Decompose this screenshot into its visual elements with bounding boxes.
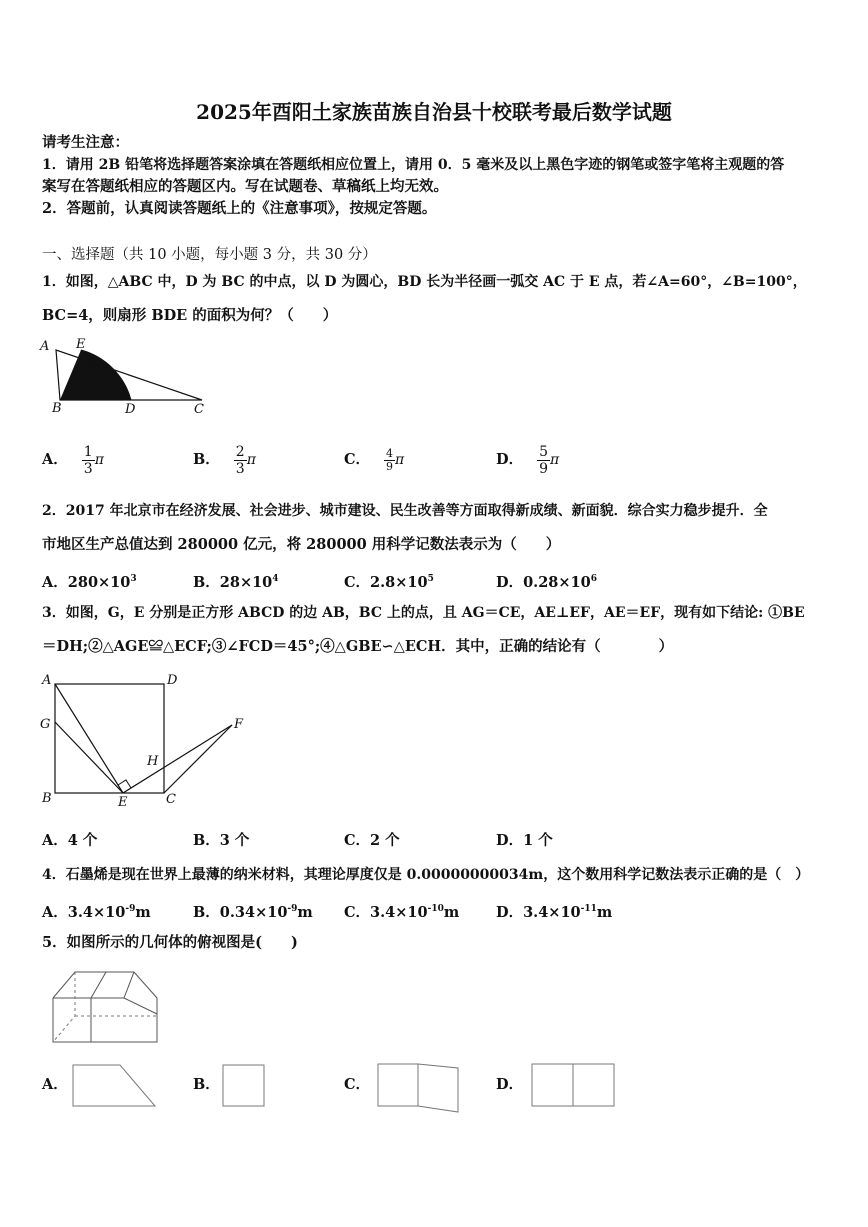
page-title: 2025年酉阳土家族苗族自治县十校联考最后数学试题	[196, 100, 672, 124]
label-a: A	[42, 673, 52, 688]
label-e: E	[76, 337, 86, 352]
segment-ge	[55, 722, 123, 793]
q2-text-1: 2．2017 年北京市在经济发展、社会进步、城市建设、民生改善等方面取得新成绩、新面貌．综合实力稳步提升．全	[42, 503, 768, 519]
q5-option-c-shape[interactable]	[376, 1062, 462, 1114]
q1-option-d[interactable]: D． $\frac{5}{9}$ π	[496, 443, 560, 477]
q4-option-d[interactable]: D．$3.4\times 10^{-11}m$	[496, 903, 613, 921]
q5-option-b-square[interactable]	[222, 1064, 266, 1108]
q3-option-c[interactable]: C．2 个	[344, 832, 400, 849]
q4-text-1: 4．石墨烯是现在世界上最薄的纳米材料，其理论厚度仅是 0.00000000034m，这个数用科学记数法表示正确的是（ ）	[42, 867, 810, 883]
sector-bde-shaded	[60, 350, 131, 400]
q1-text-1: 1．如图，△ABC 中，D 为 BC 的中点，以 D 为圆心，BD 长为半径画一弧交 AC 于 E 点，若∠A=60°，∠B=100°，	[42, 274, 807, 290]
q3-option-d[interactable]: D．1 个	[496, 832, 553, 849]
segment-ef	[123, 725, 232, 793]
q4-option-a[interactable]: A．$3.4\times 10^{-9}m$	[42, 903, 151, 921]
q2-option-a[interactable]: A．$280\times 10^3$	[42, 573, 137, 591]
q5-solid-figure	[46, 964, 162, 1046]
q2-option-d[interactable]: D．$0.28\times 10^6$	[496, 573, 597, 591]
q3-square-figure	[36, 670, 256, 815]
right-angle-mark	[118, 780, 131, 788]
q2-option-c[interactable]: C．$2.8\times 10^5$	[344, 573, 434, 591]
section-heading: 一、选择题（共 10 小题，每小题 3 分，共 30 分）	[42, 247, 377, 263]
q3-option-b[interactable]: B．3 个	[193, 832, 250, 849]
q2-option-b[interactable]: B．$28\times 10^4$	[193, 573, 279, 591]
q3-text-1: 3．如图，G，E 分别是正方形 ABCD 的边 AB，BC 上的点，且 AG＝CE，AE⊥EF，AE＝EF，现有如下结论: ①BE	[42, 605, 805, 621]
notice-heading: 请考生注意：	[42, 134, 129, 151]
q1-option-c[interactable]: C． $\frac{4}{9}$ π	[344, 446, 405, 473]
q4-option-c[interactable]: C．$3.4\times 10^{-10}m$	[344, 903, 460, 921]
notice-line-1a: 1．请用 2B 铅笔将选择题答案涂填在答题纸相应位置上，请用 0．5 毫米及以上黑色字迹的钢笔或签字笔将主观题的答	[42, 157, 785, 173]
q5-option-a-label[interactable]: A．	[42, 1076, 68, 1093]
segment-cf	[164, 725, 232, 793]
q1-text-2: BC=4，则扇形 BDE 的面积为何？（ ）	[42, 307, 338, 324]
q5-option-a-trapezoid[interactable]	[72, 1064, 158, 1108]
notice-line-2: 2．答题前，认真阅读答题纸上的《注意事项》，按规定答题。	[42, 200, 437, 217]
q5-option-d-rectangles[interactable]	[531, 1062, 617, 1108]
label-c: C	[166, 792, 176, 807]
q5-option-d-label[interactable]: D．	[496, 1076, 524, 1093]
label-c: C	[194, 402, 204, 417]
q4-option-b[interactable]: B．$0.34\times 10^{-9}m$	[193, 903, 313, 921]
label-e: E	[118, 795, 128, 810]
q5-text-1: 5．如图所示的几何体的俯视图是( )	[42, 934, 298, 951]
label-a: A	[40, 339, 50, 354]
q5-option-c-label[interactable]: C．	[344, 1076, 371, 1093]
label-h: H	[147, 754, 159, 769]
q5-option-b-label[interactable]: B．	[193, 1076, 220, 1093]
q3-text-2: ＝DH;②△AGE≌△ECF;③∠FCD＝45°;④△GBE∽△ECH．其中，正确的结论有（ ）	[42, 638, 674, 655]
q3-option-a[interactable]: A．4 个	[42, 832, 98, 849]
segment-ae	[55, 684, 123, 793]
label-d: D	[167, 673, 178, 688]
label-b: B	[52, 401, 62, 416]
label-d: D	[125, 402, 136, 417]
notice-line-1b: 案写在答题纸相应的答题区内。写在试题卷、草稿纸上均无效。	[42, 178, 448, 195]
q1-triangle-figure	[36, 336, 216, 416]
label-g: G	[40, 717, 51, 732]
q1-option-a[interactable]: A． $\frac{1}{3}$ π	[42, 443, 104, 477]
q1-option-b[interactable]: B． $\frac{2}{3}$ π	[193, 443, 256, 477]
q2-text-2: 市地区生产总值达到 280000 亿元，将 280000 用科学记数法表示为（ ）	[42, 536, 561, 553]
label-b: B	[42, 791, 52, 806]
label-f: F	[234, 717, 244, 732]
